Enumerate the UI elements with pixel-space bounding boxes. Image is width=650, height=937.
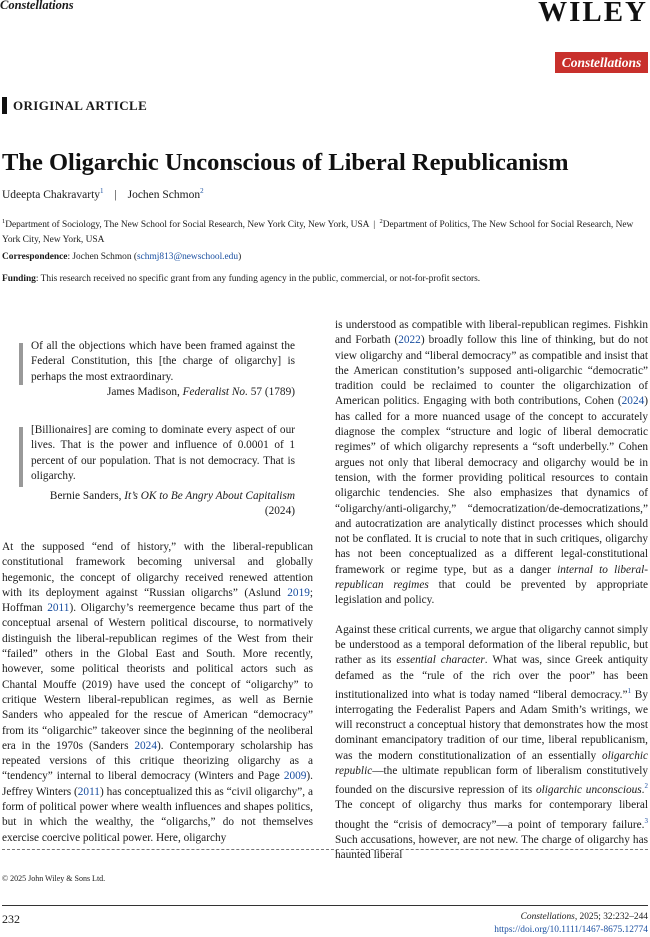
- footnote-ref[interactable]: 1: [627, 686, 631, 695]
- body-text: .: [641, 784, 645, 797]
- citation-link[interactable]: 2022: [398, 334, 421, 347]
- citation-work: Federalist No.: [182, 386, 248, 398]
- body-right-column: [335, 318, 648, 863]
- citation-year: (2024): [264, 505, 295, 518]
- page-number: 232: [2, 912, 20, 926]
- publisher-logo: WILEY: [538, 0, 648, 28]
- body-text: Such accusations, however, are not new. The charge of oligarchy has haunted liberal: [335, 833, 648, 862]
- affiliation-separator: |: [373, 220, 376, 231]
- epigraph-citation-2: [31, 489, 295, 520]
- epigraph-citation-1: [31, 385, 295, 400]
- correspondence-name: : Jochen Schmon (: [67, 252, 137, 262]
- epigraph-quote-2: [Billionaires] are coming to dominate every aspect of our lives. That is the power and influence of 0.0001 of 1 percent of our population. That is not democracy. That is oligarchy.: [31, 424, 295, 482]
- footnote-ref[interactable]: 3: [644, 816, 648, 825]
- citation-author: Bernie Sanders,: [49, 490, 125, 502]
- emphasis-text: oligarchic unconscious: [536, 784, 642, 797]
- citation-work: It’s OK to Be Angry About Capitalism: [124, 490, 295, 502]
- body-text: ; Hoffman: [2, 586, 313, 615]
- journal-ref-volume: , 2025; 32:232–244: [574, 912, 648, 922]
- body-text: The concept of oligarchy thus marks for contemporary liberal thought the “crisis of democracy”—a point of temporary failure.: [335, 799, 648, 831]
- funding-label: Funding: [2, 274, 36, 284]
- citation-author: James Madison,: [107, 386, 183, 398]
- body-text: . What was, since Greek antiquity defamed as the “rule of the rich over the poor” has been institutionalized into what is today named “liberal democracy.”: [335, 654, 648, 701]
- citation-link[interactable]: 2024: [134, 739, 157, 752]
- affiliations: [2, 214, 648, 248]
- citation-link[interactable]: 2011: [47, 602, 70, 615]
- funding: [2, 274, 480, 284]
- article-label: ORIGINAL ARTICLE: [13, 98, 148, 113]
- footer-rule: [2, 905, 648, 906]
- body-text: ) has called for a more nuanced usage of the concept to accurately diagnose the complex “structure and logic of liberal democratic regimes” of which oligarchy represents a “soft underbelly.” Cohen argues not only that liberal democracy and oligarchy would be in tension, with the former providing political resources to contain oligarchic tendencies. She also emphasizes that dynamics of “oligarchy/anti-oligarchy,” “democratization/de-democratizations,” and autocratization are analytically distinct processes which should not be conflated. It is crucial to note that in such critiques, oligarchy has not been conceptualized as a different legal-constitutional framework or regime type, but as a danger: [335, 395, 648, 576]
- affiliation-number: 1: [2, 218, 6, 225]
- body-text: At the supposed “end of history,” with the liberal-republican constitutional framework becoming universal and globally hegemonic, the concept of oligarchy received renewed attention with its deployment against “Russian oligarchs” (Aslund: [2, 541, 313, 599]
- body-text: ) broadly follow this line of thinking, but do not view oligarchy and “liberal democracy” as compatible and insist that the American constitution’s supposed anti-oligarchic “democratic” tradition could be reclaimed to counter the oligarchization of American politics. Engaging with both contributions, Cohen (: [335, 334, 648, 408]
- citation-link[interactable]: 2011: [77, 785, 100, 798]
- body-text: ). Contemporary scholarship has repeated versions of this critique theorizing oligarchy as a “tendency” internal to liberal democracy (Winters and Page: [2, 739, 314, 783]
- correspondence-label: Correspondence: [2, 252, 68, 262]
- body-text: —the ultimate republican form of liberalism constitutively founded on the discursive repression of its: [335, 765, 648, 797]
- journal-reference: [494, 911, 648, 937]
- body-text: Against these critical currents, we argue that oligarchy cannot simply be understood as a temporal deformation of the liberal republic, but rather as its: [335, 623, 648, 667]
- article-title: The Oligarchic Unconscious of Liberal Republicanism: [2, 149, 569, 176]
- correspondence-email-link[interactable]: schmj813@newschool.edu: [136, 252, 239, 262]
- quote-bar: [19, 427, 23, 487]
- author-affiliation-ref[interactable]: 1: [100, 187, 104, 195]
- author-name[interactable]: Udeepta Chakravarty: [2, 188, 101, 201]
- author-list: [2, 187, 204, 201]
- journal-name: Constellations: [0, 0, 74, 12]
- body-text: ) has conceptualized this as “civil oligarchy”, a form of political power where wealth influences and shapes politics, but in which the wealthy, the “oligarchs,” do not themselves exercise coercive political power. Here, oligarchy: [2, 785, 314, 844]
- article-label-bar: [2, 97, 7, 114]
- author-separator: |: [114, 188, 117, 201]
- body-text: that could be prevented by appropriate legislation and policy.: [335, 579, 648, 607]
- author-name[interactable]: Jochen Schmon: [127, 188, 201, 201]
- journal-ref-name: Constellations: [520, 912, 575, 922]
- emphasis-text: oligarchic republic: [335, 749, 648, 778]
- body-text: By interrogating the Federalist Papers and Adam Smith’s writings, we will reconstruct a conceptual history that demonstrates how the most dominant emancipatory tradition of our time, liberal republicanism, was the modern constitutionalization of an essentially: [335, 688, 648, 762]
- epigraph-quote-1: Of all the objections which have been framed against the Federal Constitution, this [the charge of oligarchy] is perhaps the most extraordinary.: [31, 340, 295, 383]
- quote-bar: [19, 343, 23, 385]
- emphasis-text: essential character: [396, 654, 485, 667]
- body-paragraph: [2, 540, 313, 846]
- correspondence-close: ): [238, 252, 242, 262]
- body-text: is understood as compatible with liberal-republican regimes. Fishkin and Forbath (: [335, 319, 648, 347]
- citation-link[interactable]: 2019: [287, 586, 310, 599]
- body-text: ). Jeffrey Winters (: [2, 770, 313, 798]
- citation-link[interactable]: 2024: [621, 395, 645, 408]
- journal-badge: Constellations: [555, 52, 648, 73]
- body-paragraph: [335, 623, 648, 864]
- body-left-column: [2, 540, 313, 846]
- footnote-divider: [2, 849, 648, 850]
- emphasis-text: internal to liberal-republican regimes: [335, 563, 649, 592]
- copyright: © 2025 John Wiley & Sons Ltd.: [2, 874, 106, 883]
- citation-link[interactable]: 2009: [283, 770, 307, 783]
- footnote-ref[interactable]: 2: [644, 782, 648, 791]
- doi-link[interactable]: https://doi.org/10.1111/1467-8675.12774: [494, 925, 648, 935]
- body-paragraph: [335, 318, 648, 609]
- author-affiliation-ref[interactable]: 2: [200, 187, 204, 195]
- correspondence: [2, 252, 241, 262]
- affiliation-number: 2: [379, 218, 383, 225]
- funding-text: : This research received no specific grant from any funding agency in the public, commercial, or not-for-profit sectors.: [35, 274, 481, 284]
- body-text: ). Oligarchy’s reemergence became thus part of the conceptual arsenal of Western political discourse, to normatively distinguish the liberal-republican regimes of the West from their “failed” others in the Global East and South. More recently, however, some political theorists and political actors such as Chantal Mouffe (2019) have used the concept of “oligarchy” to critique Western liberal-republican regimes, as well as Bernie Sanders who appealed for the rescue of American “democracy” from its “oligarchic” takeover since the beginning of the neoliberal era in the 1970s (Sanders: [2, 602, 313, 752]
- affiliation-text: Department of Politics, The New School for Social Research, New York City, New York, USA: [2, 220, 634, 246]
- affiliation-text: Department of Sociology, The New School for Social Research, New York City, New York, USA: [5, 220, 369, 231]
- citation-year: 57 (1789): [247, 386, 295, 398]
